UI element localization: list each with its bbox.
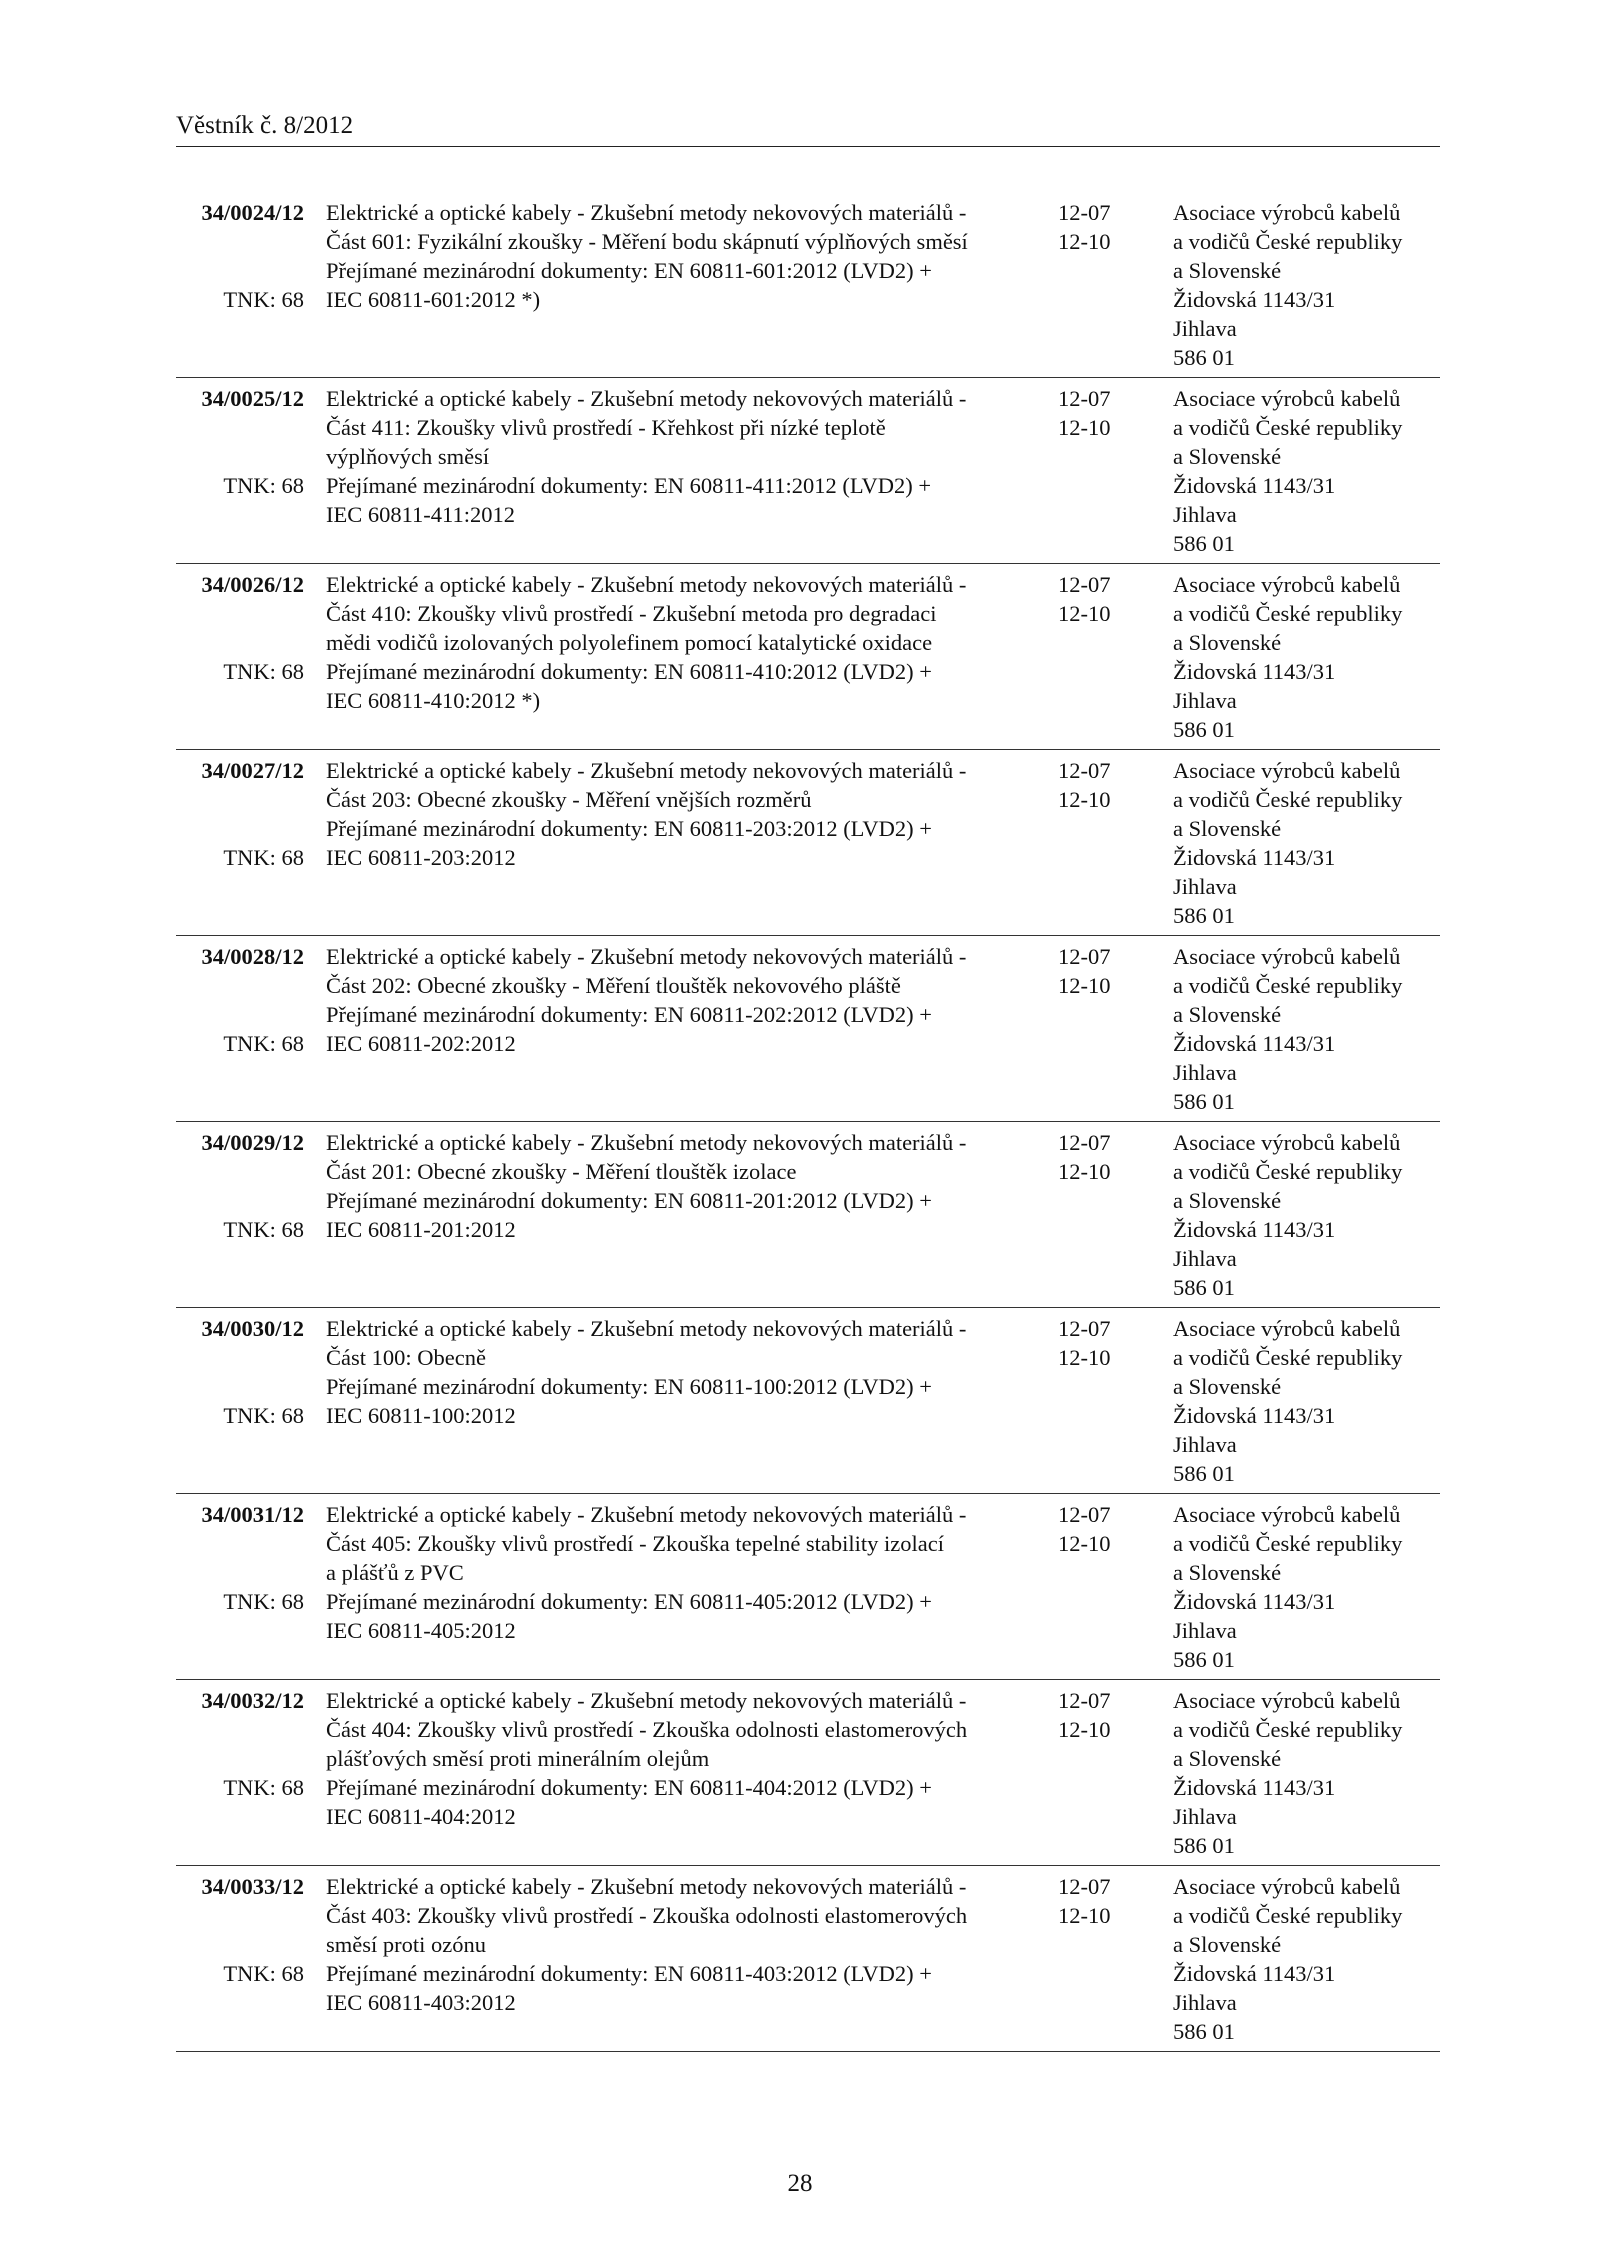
entry-organization-line: Jihlava — [1173, 1618, 1237, 1643]
standard-entry — [176, 1680, 1440, 1866]
entry-date-2: 12-10 — [1058, 973, 1111, 998]
entry-organization-line: a Slovenské — [1173, 1932, 1282, 1957]
entry-organization-line: a Slovenské — [1173, 630, 1282, 655]
entry-description — [326, 942, 1046, 1058]
entry-description-line: plášťových směsí proti minerálním olejům — [326, 1746, 710, 1771]
entry-organization-line: a vodičů České republiky — [1173, 1345, 1403, 1370]
entry-description-line: výplňových směsí — [326, 444, 490, 469]
entry-organization — [1173, 1686, 1433, 1860]
entry-dates — [1058, 1872, 1148, 1930]
entry-id: 34/0031/12 — [201, 1502, 304, 1527]
entry-organization-line: a Slovenské — [1173, 816, 1282, 841]
entry-id: 34/0025/12 — [201, 386, 304, 411]
entry-description-line: Část 403: Zkoušky vlivů prostředí - Zkouška odolnosti elastomerových — [326, 1903, 968, 1928]
entry-organization-line: a vodičů České republiky — [1173, 415, 1403, 440]
entry-description-line: Přejímané mezinárodní dokumenty: EN 60811-202:2012 (LVD2) + — [326, 1002, 932, 1027]
entry-description-line: Část 411: Zkoušky vlivů prostředí - Křehkost při nízké teplotě — [326, 415, 886, 440]
entry-organization-line: Židovská 1143/31 — [1173, 473, 1336, 498]
entry-tnk: TNK: 68 — [223, 1031, 304, 1056]
entry-organization-line: Asociace výrobců kabelů — [1173, 944, 1401, 969]
entry-organization-line: a vodičů České republiky — [1173, 229, 1403, 254]
entry-organization-line: Asociace výrobců kabelů — [1173, 1688, 1401, 1713]
entry-description-line: mědi vodičů izolovaných polyolefinem pomocí katalytické oxidace — [326, 630, 933, 655]
entry-organization-line: Asociace výrobců kabelů — [1173, 1874, 1401, 1899]
entry-date-1: 12-07 — [1058, 944, 1111, 969]
entry-organization-line: Jihlava — [1173, 874, 1237, 899]
entry-description — [326, 1314, 1046, 1430]
entry-organization-line: Jihlava — [1173, 316, 1237, 341]
entry-organization-line: Jihlava — [1173, 1990, 1237, 2015]
entry-description-line: Přejímané mezinárodní dokumenty: EN 60811-403:2012 (LVD2) + — [326, 1961, 932, 1986]
entry-date-2: 12-10 — [1058, 1717, 1111, 1742]
entry-organization-line: 586 01 — [1173, 531, 1235, 556]
entry-tnk: TNK: 68 — [223, 1961, 304, 1986]
entry-tnk: TNK: 68 — [223, 473, 304, 498]
entry-id-column — [176, 198, 304, 312]
entry-description-line: IEC 60811-202:2012 — [326, 1031, 516, 1056]
entry-organization — [1173, 942, 1433, 1116]
entry-description-line: Část 201: Obecné zkoušky - Měření tlouštěk izolace — [326, 1159, 797, 1184]
entry-tnk: TNK: 68 — [223, 845, 304, 870]
entry-description-line: Část 410: Zkoušky vlivů prostředí - Zkušební metoda pro degradaci — [326, 601, 937, 626]
entry-organization-line: Židovská 1143/31 — [1173, 1775, 1336, 1800]
standards-list — [176, 192, 1440, 2052]
entry-description — [326, 756, 1046, 872]
standard-entry — [176, 936, 1440, 1122]
entry-description-line: IEC 60811-410:2012 *) — [326, 688, 541, 713]
entry-tnk: TNK: 68 — [223, 1775, 304, 1800]
entry-organization-line: Židovská 1143/31 — [1173, 287, 1336, 312]
entry-date-1: 12-07 — [1058, 1688, 1111, 1713]
entry-description-line: Část 404: Zkoušky vlivů prostředí - Zkouška odolnosti elastomerových — [326, 1717, 968, 1742]
entry-tnk: TNK: 68 — [223, 287, 304, 312]
entry-description-line: Elektrické a optické kabely - Zkušební metody nekovových materiálů - — [326, 758, 967, 783]
header-divider — [176, 146, 1440, 147]
entry-description-line: Přejímané mezinárodní dokumenty: EN 60811-100:2012 (LVD2) + — [326, 1374, 932, 1399]
entry-organization-line: a vodičů České republiky — [1173, 787, 1403, 812]
entry-description-line: IEC 60811-203:2012 — [326, 845, 516, 870]
entry-dates — [1058, 570, 1148, 628]
entry-organization-line: Asociace výrobců kabelů — [1173, 386, 1401, 411]
entry-description — [326, 198, 1046, 314]
entry-organization — [1173, 1128, 1433, 1302]
entry-id: 34/0029/12 — [201, 1130, 304, 1155]
entry-date-2: 12-10 — [1058, 415, 1111, 440]
standard-entry — [176, 750, 1440, 936]
entry-description-line: IEC 60811-405:2012 — [326, 1618, 516, 1643]
entry-organization — [1173, 1314, 1433, 1488]
entry-description-line: Elektrické a optické kabely - Zkušební metody nekovových materiálů - — [326, 1130, 967, 1155]
entry-description-line: Část 601: Fyzikální zkoušky - Měření bodu skápnutí výplňových směsí — [326, 229, 968, 254]
entry-organization-line: Jihlava — [1173, 1060, 1237, 1085]
entry-description — [326, 570, 1046, 715]
entry-organization-line: 586 01 — [1173, 2019, 1235, 2044]
entry-description-line: Elektrické a optické kabely - Zkušební metody nekovových materiálů - — [326, 1316, 967, 1341]
entry-organization-line: a vodičů České republiky — [1173, 601, 1403, 626]
standard-entry — [176, 1122, 1440, 1308]
entry-description-line: IEC 60811-201:2012 — [326, 1217, 516, 1242]
entry-date-1: 12-07 — [1058, 758, 1111, 783]
entry-description-line: směsí proti ozónu — [326, 1932, 486, 1957]
entry-date-2: 12-10 — [1058, 1903, 1111, 1928]
standard-entry — [176, 564, 1440, 750]
entry-organization-line: Židovská 1143/31 — [1173, 1589, 1336, 1614]
entry-description-line: Elektrické a optické kabely - Zkušební metody nekovových materiálů - — [326, 572, 967, 597]
entry-description-line: Elektrické a optické kabely - Zkušební metody nekovových materiálů - — [326, 200, 967, 225]
entry-description — [326, 1872, 1046, 2017]
entry-organization-line: Jihlava — [1173, 1246, 1237, 1271]
entry-description-line: Elektrické a optické kabely - Zkušební metody nekovových materiálů - — [326, 1874, 967, 1899]
entry-organization — [1173, 756, 1433, 930]
entry-description-line: Přejímané mezinárodní dokumenty: EN 60811-203:2012 (LVD2) + — [326, 816, 932, 841]
entry-organization-line: a vodičů České republiky — [1173, 973, 1403, 998]
entry-id: 34/0030/12 — [201, 1316, 304, 1341]
entry-id: 34/0032/12 — [201, 1688, 304, 1713]
entry-organization-line: a Slovenské — [1173, 444, 1282, 469]
entry-organization-line: Asociace výrobců kabelů — [1173, 1502, 1401, 1527]
entry-organization — [1173, 1872, 1433, 2046]
entry-organization-line: Židovská 1143/31 — [1173, 1403, 1336, 1428]
entry-id-column — [176, 1500, 304, 1614]
entry-date-1: 12-07 — [1058, 1502, 1111, 1527]
entry-organization-line: a vodičů České republiky — [1173, 1717, 1403, 1742]
entry-dates — [1058, 1314, 1148, 1372]
entry-organization-line: a vodičů České republiky — [1173, 1903, 1403, 1928]
entry-dates — [1058, 756, 1148, 814]
entry-date-1: 12-07 — [1058, 200, 1111, 225]
entry-description-line: Přejímané mezinárodní dokumenty: EN 60811-410:2012 (LVD2) + — [326, 659, 932, 684]
page-number: 28 — [787, 2170, 813, 2197]
entry-description-line: a plášťů z PVC — [326, 1560, 464, 1585]
entry-organization-line: Jihlava — [1173, 688, 1237, 713]
entry-organization-line: a Slovenské — [1173, 1002, 1282, 1027]
entry-description-line: Část 405: Zkoušky vlivů prostředí - Zkouška tepelné stability izolací — [326, 1531, 945, 1556]
entry-organization-line: Asociace výrobců kabelů — [1173, 758, 1401, 783]
entry-description-line: IEC 60811-411:2012 — [326, 502, 515, 527]
entry-description — [326, 1500, 1046, 1645]
entry-id-column — [176, 942, 304, 1056]
entry-organization-line: Židovská 1143/31 — [1173, 1217, 1336, 1242]
entry-date-2: 12-10 — [1058, 1345, 1111, 1370]
entry-description-line: IEC 60811-403:2012 — [326, 1990, 516, 2015]
entry-organization-line: Jihlava — [1173, 1432, 1237, 1457]
entry-description-line: Část 100: Obecně — [326, 1345, 486, 1370]
entry-description-line: Přejímané mezinárodní dokumenty: EN 60811-411:2012 (LVD2) + — [326, 473, 932, 498]
entry-date-1: 12-07 — [1058, 386, 1111, 411]
entry-date-1: 12-07 — [1058, 1874, 1111, 1899]
entry-description — [326, 384, 1046, 529]
entry-organization-line: 586 01 — [1173, 1461, 1235, 1486]
entry-description-line: Přejímané mezinárodní dokumenty: EN 60811-404:2012 (LVD2) + — [326, 1775, 932, 1800]
standard-entry — [176, 192, 1440, 378]
entry-date-2: 12-10 — [1058, 1159, 1111, 1184]
entry-organization — [1173, 384, 1433, 558]
entry-id-column — [176, 1686, 304, 1800]
entry-organization-line: a Slovenské — [1173, 1374, 1282, 1399]
entry-organization-line: 586 01 — [1173, 345, 1235, 370]
entry-organization-line: a Slovenské — [1173, 1746, 1282, 1771]
entry-description-line: IEC 60811-601:2012 *) — [326, 287, 541, 312]
entry-description-line: Elektrické a optické kabely - Zkušební metody nekovových materiálů - — [326, 386, 967, 411]
entry-organization-line: Židovská 1143/31 — [1173, 1031, 1336, 1056]
entry-description-line: Přejímané mezinárodní dokumenty: EN 60811-201:2012 (LVD2) + — [326, 1188, 932, 1213]
entry-description-line: Elektrické a optické kabely - Zkušební metody nekovových materiálů - — [326, 1688, 967, 1713]
entry-organization-line: a Slovenské — [1173, 1188, 1282, 1213]
entry-description-line: Přejímané mezinárodní dokumenty: EN 60811-601:2012 (LVD2) + — [326, 258, 932, 283]
entry-organization-line: Asociace výrobců kabelů — [1173, 1316, 1401, 1341]
entry-organization — [1173, 570, 1433, 744]
entry-date-2: 12-10 — [1058, 601, 1111, 626]
entry-dates — [1058, 1686, 1148, 1744]
entry-tnk: TNK: 68 — [223, 659, 304, 684]
entry-organization-line: 586 01 — [1173, 1089, 1235, 1114]
entry-organization-line: Židovská 1143/31 — [1173, 659, 1336, 684]
entry-description-line: Elektrické a optické kabely - Zkušební metody nekovových materiálů - — [326, 1502, 967, 1527]
entry-description-line: Přejímané mezinárodní dokumenty: EN 60811-405:2012 (LVD2) + — [326, 1589, 932, 1614]
entry-date-2: 12-10 — [1058, 229, 1111, 254]
entry-description-line: IEC 60811-404:2012 — [326, 1804, 516, 1829]
entry-id-column — [176, 1872, 304, 1986]
entry-id-column — [176, 756, 304, 870]
entry-date-1: 12-07 — [1058, 572, 1111, 597]
entry-id-column — [176, 570, 304, 684]
entry-organization-line: 586 01 — [1173, 1647, 1235, 1672]
entry-dates — [1058, 384, 1148, 442]
entry-organization-line: 586 01 — [1173, 1833, 1235, 1858]
entry-date-2: 12-10 — [1058, 787, 1111, 812]
entry-id-column — [176, 1128, 304, 1242]
entry-organization-line: a Slovenské — [1173, 1560, 1282, 1585]
entry-tnk: TNK: 68 — [223, 1217, 304, 1242]
entry-id: 34/0033/12 — [201, 1874, 304, 1899]
entry-organization-line: 586 01 — [1173, 903, 1235, 928]
entry-organization — [1173, 198, 1433, 372]
entry-organization-line: 586 01 — [1173, 717, 1235, 742]
entry-dates — [1058, 198, 1148, 256]
entry-id: 34/0024/12 — [201, 200, 304, 225]
entry-organization-line: Židovská 1143/31 — [1173, 1961, 1336, 1986]
entry-organization-line: 586 01 — [1173, 1275, 1235, 1300]
standard-entry — [176, 378, 1440, 564]
entry-description-line: Část 203: Obecné zkoušky - Měření vnějších rozměrů — [326, 787, 812, 812]
entry-organization-line: a vodičů České republiky — [1173, 1159, 1403, 1184]
entry-id: 34/0028/12 — [201, 944, 304, 969]
standard-entry — [176, 1494, 1440, 1680]
entry-dates — [1058, 1128, 1148, 1186]
entry-organization-line: Jihlava — [1173, 1804, 1237, 1829]
entry-id-column — [176, 1314, 304, 1428]
entry-id-column — [176, 384, 304, 498]
entry-date-1: 12-07 — [1058, 1130, 1111, 1155]
entry-tnk: TNK: 68 — [223, 1403, 304, 1428]
entry-organization-line: Jihlava — [1173, 502, 1237, 527]
entry-description-line: IEC 60811-100:2012 — [326, 1403, 516, 1428]
entry-description — [326, 1128, 1046, 1244]
entry-organization-line: a vodičů České republiky — [1173, 1531, 1403, 1556]
entry-dates — [1058, 942, 1148, 1000]
entry-organization-line: Asociace výrobců kabelů — [1173, 200, 1401, 225]
entry-organization-line: Asociace výrobců kabelů — [1173, 1130, 1401, 1155]
entry-date-1: 12-07 — [1058, 1316, 1111, 1341]
entry-id: 34/0027/12 — [201, 758, 304, 783]
entry-dates — [1058, 1500, 1148, 1558]
entry-description-line: Část 202: Obecné zkoušky - Měření tlouštěk nekovového pláště — [326, 973, 901, 998]
standard-entry — [176, 1308, 1440, 1494]
entry-organization-line: Asociace výrobců kabelů — [1173, 572, 1401, 597]
standard-entry — [176, 1866, 1440, 2052]
entry-description — [326, 1686, 1046, 1831]
page-header-title: Věstník č. 8/2012 — [176, 112, 354, 139]
entry-date-2: 12-10 — [1058, 1531, 1111, 1556]
entry-organization-line: a Slovenské — [1173, 258, 1282, 283]
entry-organization-line: Židovská 1143/31 — [1173, 845, 1336, 870]
entry-tnk: TNK: 68 — [223, 1589, 304, 1614]
entry-id: 34/0026/12 — [201, 572, 304, 597]
entry-description-line: Elektrické a optické kabely - Zkušební metody nekovových materiálů - — [326, 944, 967, 969]
entry-organization — [1173, 1500, 1433, 1674]
